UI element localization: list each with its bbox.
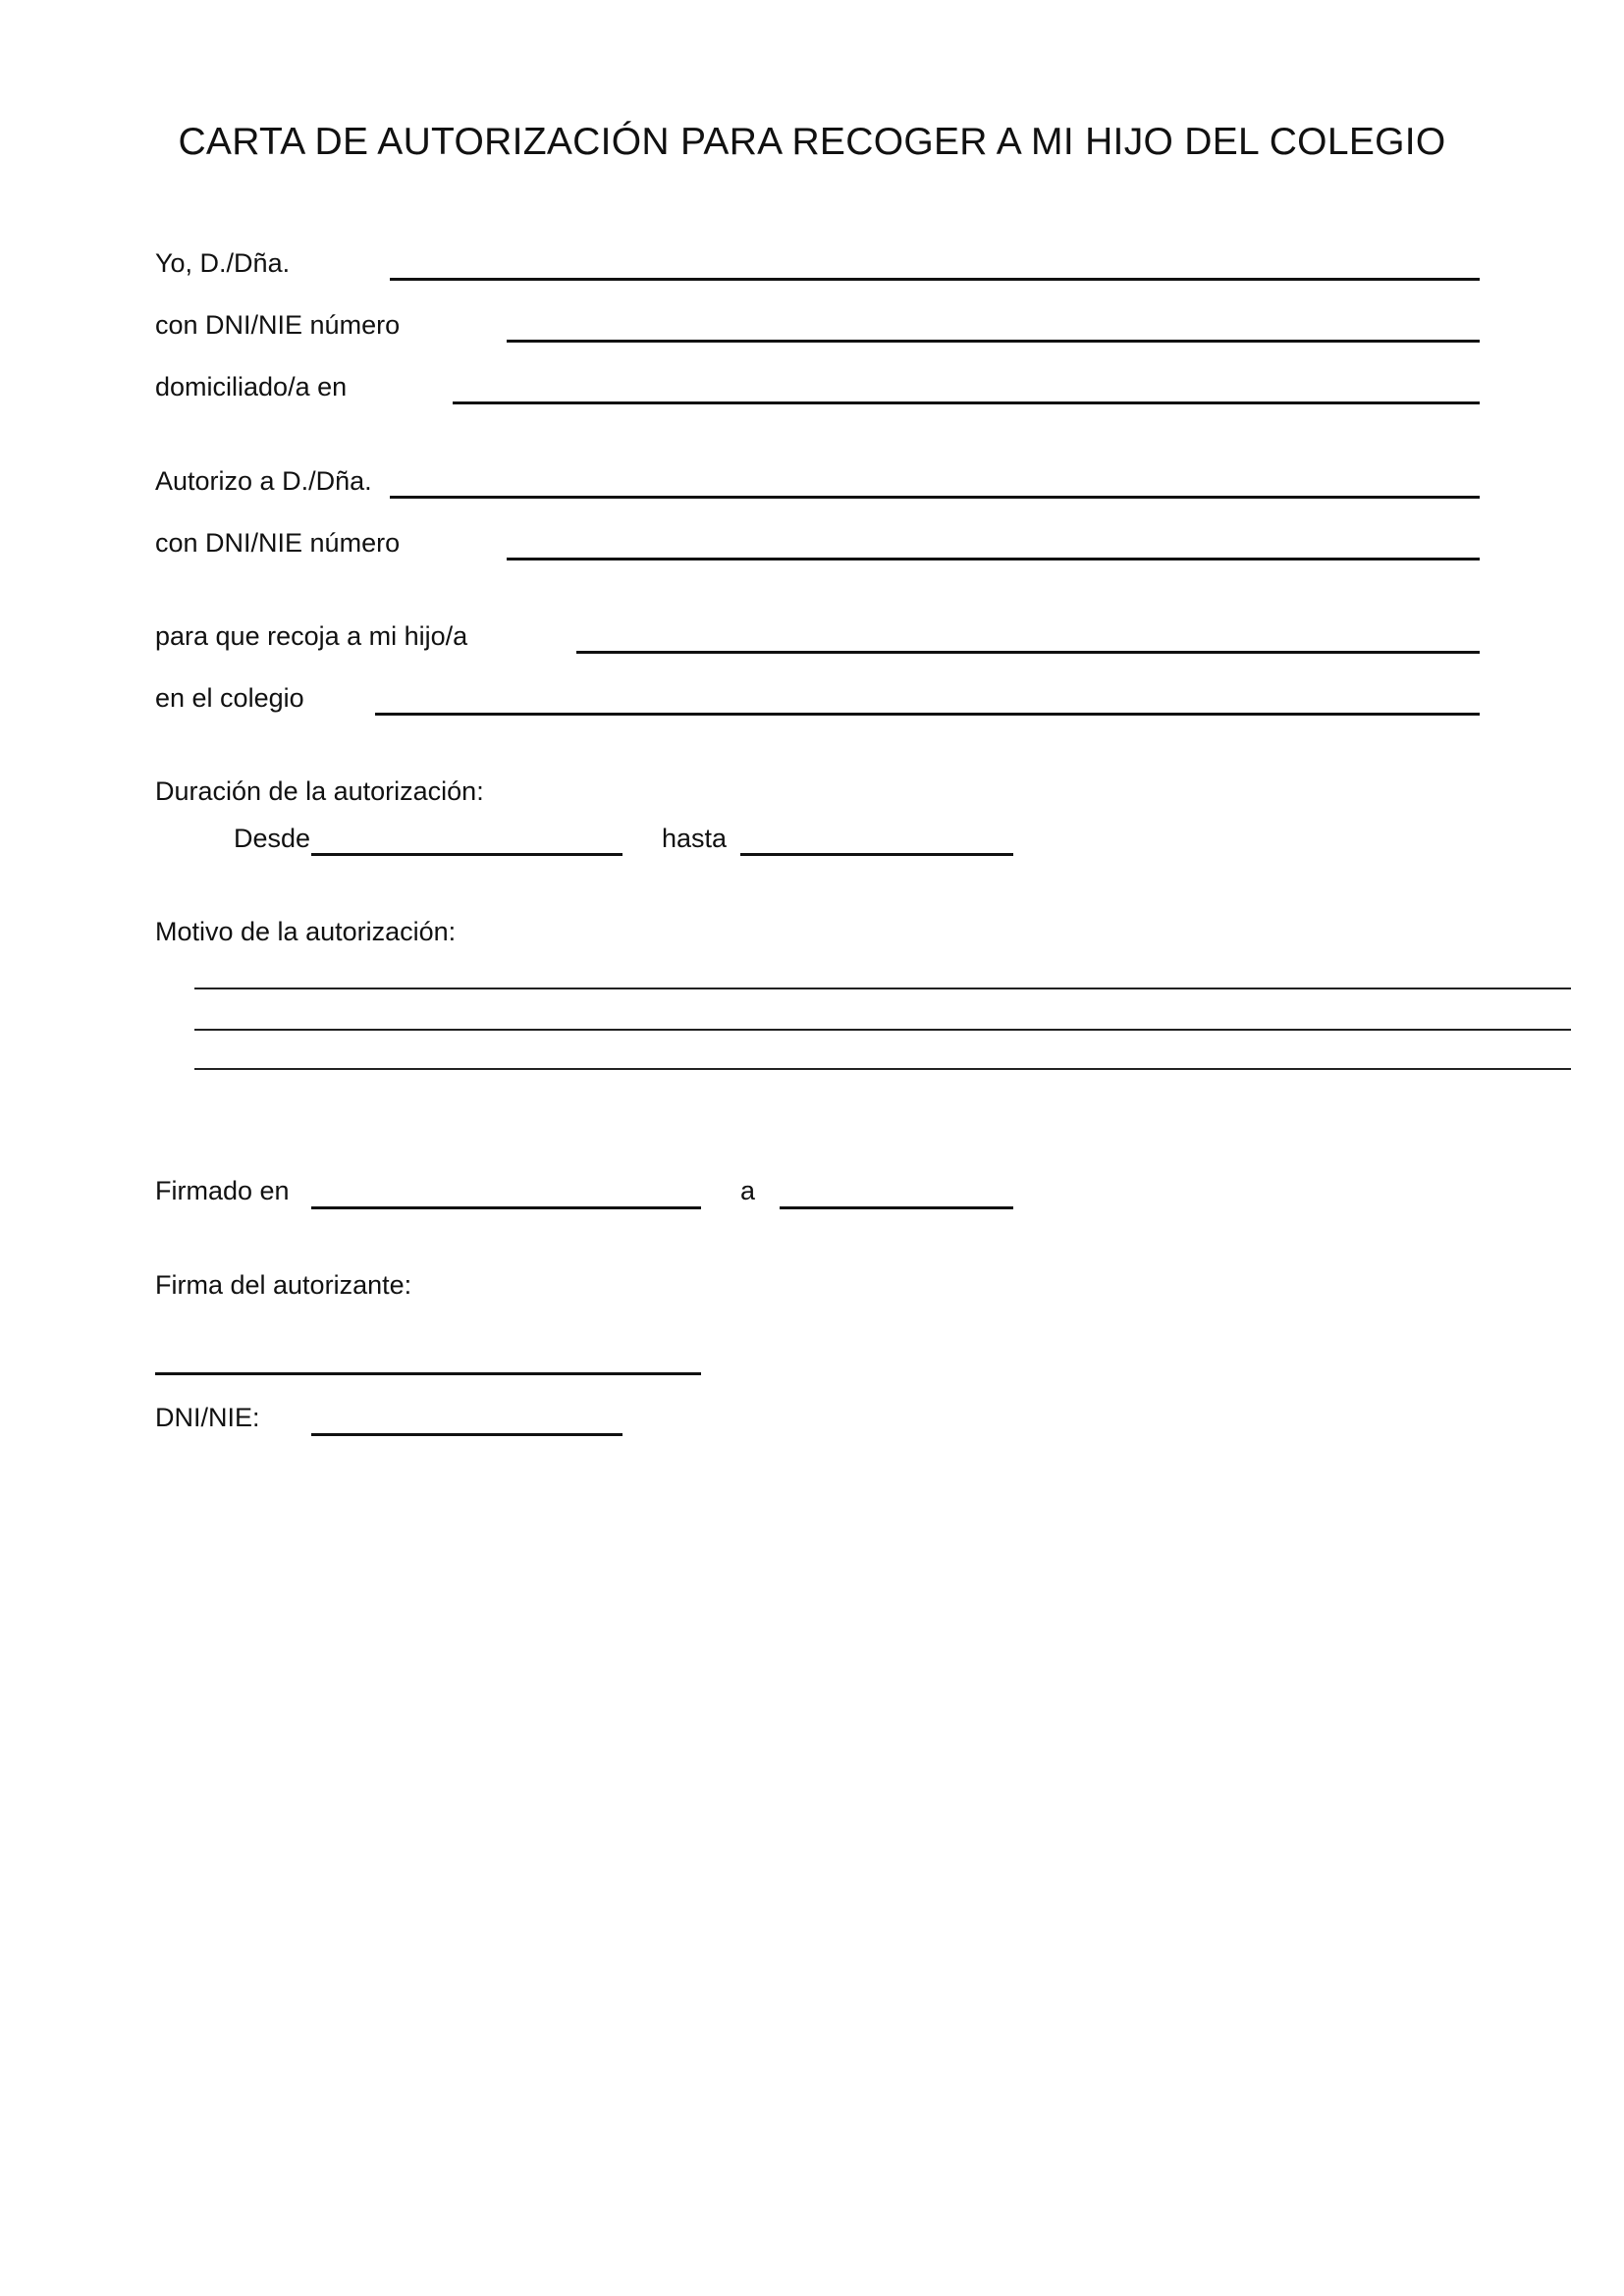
- authorized-id-label: con DNI/NIE número: [155, 528, 401, 558]
- authorizer-name-label: Yo, D./Dña.: [155, 248, 291, 278]
- signature-heading: Firma del autorizante:: [155, 1270, 412, 1300]
- authorizer-address-label: domiciliado/a en: [155, 372, 348, 401]
- authorized-name-field[interactable]: [390, 496, 1480, 499]
- child-name-field[interactable]: [576, 651, 1480, 654]
- duration-to-field[interactable]: [740, 853, 1013, 856]
- school-name-field[interactable]: [375, 713, 1480, 716]
- signer-id-field[interactable]: [311, 1433, 623, 1436]
- authorizer-address-field[interactable]: [453, 401, 1480, 404]
- reason-heading: Motivo de la autorización:: [155, 917, 457, 946]
- authorizer-id-field[interactable]: [507, 340, 1480, 343]
- child-label: para que recoja a mi hijo/a: [155, 621, 468, 651]
- authorized-id-field[interactable]: [507, 558, 1480, 561]
- signature-field[interactable]: [155, 1372, 701, 1375]
- signed-date-label: a: [740, 1176, 756, 1205]
- school-label: en el colegio: [155, 683, 304, 713]
- document-title: CARTA DE AUTORIZACIÓN PARA RECOGER A MI HIJO DEL COLEGIO: [178, 121, 1446, 163]
- duration-from-field[interactable]: [311, 853, 623, 856]
- reason-line-3[interactable]: [194, 1068, 1571, 1070]
- signed-in-field[interactable]: [311, 1206, 701, 1209]
- duration-to-label: hasta: [662, 824, 728, 853]
- signer-id-label: DNI/NIE:: [155, 1403, 260, 1432]
- duration-from-label: Desde: [234, 824, 311, 853]
- authorizer-name-field[interactable]: [390, 278, 1480, 281]
- reason-line-1[interactable]: [194, 988, 1571, 989]
- signed-date-field[interactable]: [780, 1206, 1013, 1209]
- authorizer-id-label: con DNI/NIE número: [155, 310, 401, 340]
- authorized-name-label: Autorizo a D./Dña.: [155, 466, 372, 496]
- reason-line-2[interactable]: [194, 1029, 1571, 1031]
- duration-heading: Duración de la autorización:: [155, 776, 484, 806]
- signed-in-label: Firmado en: [155, 1176, 290, 1205]
